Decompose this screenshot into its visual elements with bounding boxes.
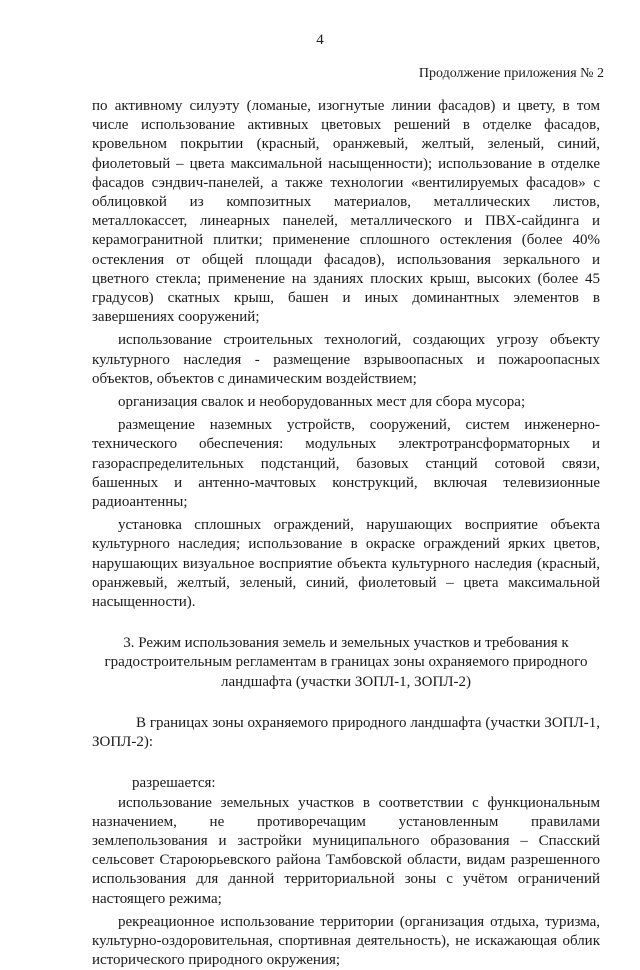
paragraph-fences: установка сплошных ограждений, нарушающих восприятие объекта культурного наследия; использование в окраске ограждений ярких цветов, нарушающих визуальное восприятие объекта культурного наследия (красный, оранжевый, желтый, зеленый, синий, фиолетовый – цвета максимальной насыщенности).: [92, 517, 600, 611]
document-body: [92, 97, 600, 970]
appendix-continuation-note: Продолжение приложения № 2: [418, 66, 604, 81]
allowed-item-land-use: использование земельных участков в соответствии с функциональным назначением, не противоречащим установленным правилами землепользования и застройки муниципального образования – Спасский сельсовет Староюрьевского района Тамбовской области, видам разрешенного использования для данной территориальной зоны с учётом ограничений настоящего режима;: [92, 794, 600, 907]
paragraph-construction-technologies: использование строительных технологий, создающих угрозу объекту культурного наследия - размещение взрывоопасных и пожароопасных объектов, объектов с динамическим воздействием;: [92, 332, 600, 387]
paragraph-engineering-systems: размещение наземных устройств, сооружений, систем инженерно-технического обеспечения: модульных электротрансформаторных и газораспределительных подстанций, базовых станций сотовой связи, башенных и антенно-мачтовых конструкций, включая телевизионные радиоантенны;: [92, 417, 600, 511]
section-lead: В границах зоны охраняемого природного ландшафта (участки ЗОПЛ-1, ЗОПЛ-2):: [92, 714, 600, 751]
section-title: 3. Режим использования земель и земельных участков и требования к градостроительным регламентам в границах зоны охраняемого природного ландшафта (участки ЗОПЛ-1, ЗОПЛ-2): [104, 635, 588, 690]
paragraph-facade-restrictions: по активному силуэту (ломаные, изогнутые линии фасадов) и цвету, в том числе использование активных цветовых решений в отделке фасадов, кровельном покрытии (красный, оранжевый, желтый, зеленый, синий, фиолетовый – цвета максимальной насыщенности); использование в отделке фасадов сэндвич-панелей, а также технологии «вентилируемых фасадов» с облицовкой из композитных материалов, металлических листов, металлокассет, линеарных панелей, металлического и ПВХ-сайдинга и керамогранитной плитки; применение сплошного остекления (более 40% остекления от общей площади фасадов), использования зеркального и цветного стекла; применение на зданиях плоских крыш, высоких (более 45 градусов) скатных крыш, башен и иных доминантных элементов в завершениях сооружений;: [92, 98, 600, 326]
paragraph-dumps: организация свалок и необорудованных мест для сбора мусора;: [118, 394, 526, 411]
page-number: 4: [316, 32, 324, 48]
allowed-label: разрешается:: [132, 775, 216, 792]
allowed-item-recreation: рекреационное использование территории (организация отдыха, туризма, культурно-оздоровительная, спортивная деятельность), не искажающая облик исторического природного окружения;: [92, 913, 600, 969]
